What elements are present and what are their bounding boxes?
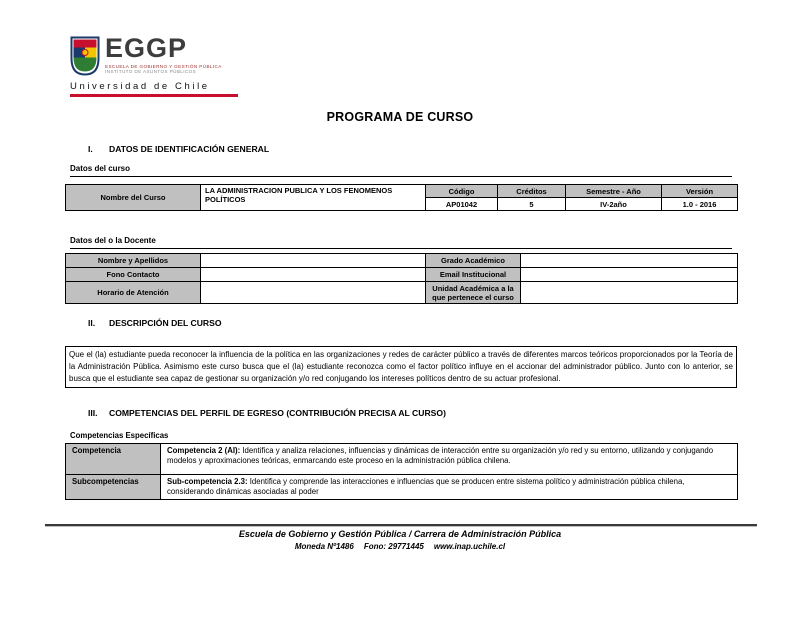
input-horario-atencion — [201, 282, 426, 304]
value-version: 1.0 - 2016 — [662, 198, 738, 211]
header-semestre: Semestre - Año — [566, 185, 662, 198]
section-heading-1 — [88, 144, 269, 154]
section-heading-2 — [88, 318, 222, 328]
label-nombre-apellidos: Nombre y Apellidos — [66, 254, 201, 268]
docente-row — [66, 282, 738, 304]
competencias-table — [65, 443, 738, 500]
competencia-text-cell — [161, 444, 738, 475]
header-creditos: Créditos — [498, 185, 566, 198]
section-number: III. — [88, 408, 98, 418]
input-grado-academico — [521, 254, 738, 268]
footer-phone: Fono: 29771445 — [363, 542, 424, 551]
datos-docente-text: Datos del o la Docente — [70, 236, 156, 245]
section-heading-3 — [88, 408, 446, 418]
section-title: DESCRIPCIÓN DEL CURSO — [109, 318, 222, 328]
value-codigo: AP01042 — [426, 198, 498, 211]
course-name-value: LA ADMINISTRACION PUBLICA Y LOS FENOMENOS POLÍTICOS — [201, 185, 426, 211]
datos-docente-label — [70, 236, 732, 249]
value-semestre: IV-2año — [566, 198, 662, 211]
subcompetencia-row — [66, 475, 738, 500]
value-creditos: 5 — [498, 198, 566, 211]
footer-address: Moneda Nº1486 — [294, 542, 354, 551]
docente-row — [66, 254, 738, 268]
label-fono-contacto: Fono Contacto — [66, 268, 201, 282]
label-horario-atencion: Horario de Atención — [66, 282, 201, 304]
label-grado-academico: Grado Académico — [426, 254, 521, 268]
document-title: PROGRAMA DE CURSO — [326, 110, 474, 124]
logo-text-block — [105, 33, 222, 74]
course-table-header-row — [66, 185, 738, 198]
label-email-institucional: Email Institucional — [426, 268, 521, 282]
docente-row — [66, 268, 738, 282]
course-name-label: Nombre del Curso — [66, 185, 201, 211]
competencias-especificas-label: Competencias Específicas — [70, 431, 169, 440]
subcompetencia-lead: Sub-competencia 2.3: — [167, 477, 248, 486]
label-competencia: Competencia — [66, 444, 161, 475]
logo-top-row — [70, 33, 238, 76]
logo-acronym: EGGP — [105, 33, 188, 63]
footer-contact-line — [0, 542, 800, 551]
label-subcompetencias: Subcompetencias — [66, 475, 161, 500]
footer-school-line: Escuela de Gobierno y Gestión Pública / Carrera de Administración Pública — [238, 529, 562, 539]
header-codigo: Código — [426, 185, 498, 198]
university-name: Universidad de Chile — [70, 81, 210, 92]
label-unidad-academica: Unidad Académica a la que pertenece el curso — [426, 282, 521, 304]
footer-website: www.inap.uchile.cl — [433, 542, 506, 551]
input-fono-contacto — [201, 268, 426, 282]
input-unidad-academica — [521, 282, 738, 304]
section-number: II. — [88, 318, 96, 328]
docente-info-table — [65, 253, 738, 304]
input-nombre-apellidos — [201, 254, 426, 268]
section-title: DATOS DE IDENTIFICACIÓN GENERAL — [109, 144, 270, 154]
footer-divider — [45, 524, 757, 526]
subcompetencia-text: Identifica y comprende las interacciones e influencias que se producen entre sistema político y administración pública chilena, considerando dinámicas asociadas al poder — [167, 477, 685, 496]
input-email-institucional — [521, 268, 738, 282]
logo-red-rule — [70, 94, 238, 97]
section-title: COMPETENCIAS DEL PERFIL DE EGRESO (CONTRIBUCIÓN PRECISA AL CURSO) — [109, 408, 446, 418]
section-number: I. — [88, 144, 93, 154]
subcompetencia-text-cell — [161, 475, 738, 500]
datos-curso-text: Datos del curso — [70, 164, 131, 173]
university-shield-icon — [70, 36, 100, 76]
competencia-text: Identifica y analiza relaciones, influencias y dinámicas de interacción entre su organización y/o red y su entorno, utilizando y conjugando modelos y aproximaciones teóricas, enmarcando este proceso en la administración pública chilena. — [167, 446, 714, 465]
course-info-table — [65, 184, 738, 211]
datos-curso-label — [70, 164, 732, 177]
logo-subtitle-1: ESCUELA DE GOBIERNO Y GESTIÓN PÚBLICA — [105, 63, 222, 69]
course-description: Que el (la) estudiante pueda reconocer la influencia de la política en las organizaciones y redes de carácter público a través de diferentes marcos teóricos proporcionados por la Teoría de la Administración Pública. Asimismo este curso busca que el (la) estudiante reconozca como el factor político influye en el accionar del administrador público. Junto con lo anterior, se busca que el estudiante sea capaz de gestionar su organización y/o red conjugando los intereses políticos dentro de su actuar profesional. — [65, 346, 737, 388]
header-version: Versión — [662, 185, 738, 198]
competencia-lead: Competencia 2 (AI): — [167, 446, 241, 455]
logo-subtitle-2: INSTITUTO DE ASUNTOS PÚBLICOS — [105, 68, 197, 74]
university-logo — [70, 33, 238, 97]
competencia-row — [66, 444, 738, 475]
